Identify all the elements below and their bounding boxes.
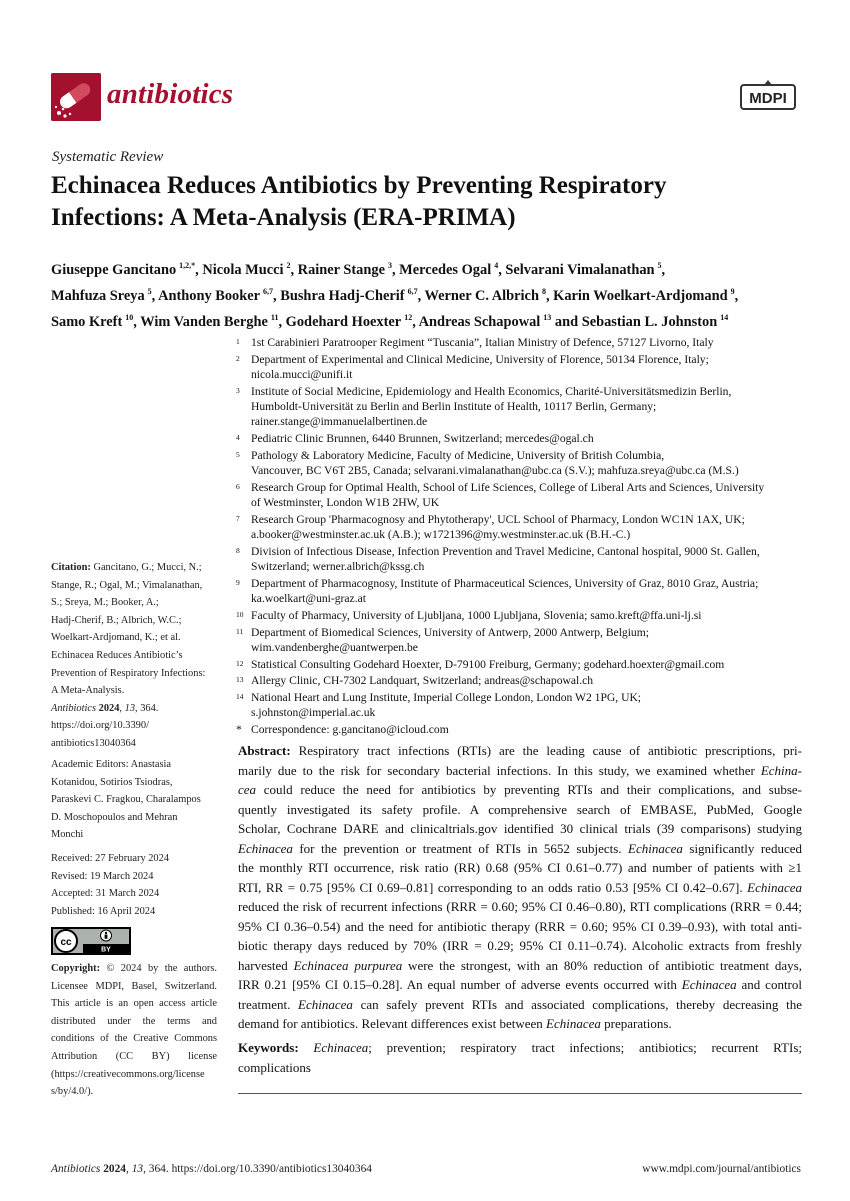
publication-dates xyxy=(51,850,217,920)
affiliation-text: Switzerland; werner.albrich@kssg.ch xyxy=(251,560,425,573)
author-affiliation-marker: 10 xyxy=(125,312,134,322)
editors-text: D. Moschopoulos and Mehran xyxy=(51,811,178,823)
author-line xyxy=(51,307,811,333)
title-line: Echinacea Reduces Antibiotics by Preventing Respiratory xyxy=(51,172,667,199)
affiliation-text: Pathology & Laboratory Medicine, Faculty of Medicine, University of British Columbia, xyxy=(251,448,665,462)
academic-editors xyxy=(51,756,217,844)
abstract-text: RTI, RR = 0.75 [95% CI 0.69–0.81] corresponding to an odds ratio 0.53 [95% CI 0.42–0.67]. Echinacea xyxy=(238,879,802,895)
author-name[interactable]: Karin Woelkart-Ardjomand xyxy=(553,287,728,304)
cc-by-icon xyxy=(51,927,131,955)
affiliation-number: 6 xyxy=(236,481,240,491)
author-separator: , xyxy=(273,287,281,304)
author-separator: , xyxy=(278,313,286,330)
affiliation-number: 2 xyxy=(236,353,240,363)
author-list xyxy=(51,255,811,332)
affiliation-item xyxy=(236,512,806,542)
citation-doi-link[interactable]: https://doi.org/10.3390/ xyxy=(51,720,149,732)
editors-text: Monchi xyxy=(51,829,84,841)
author-affiliation-marker: 11 xyxy=(270,312,279,322)
author-name[interactable]: Sebastian L. Johnston xyxy=(581,313,718,330)
abstract-line xyxy=(238,975,802,995)
affiliation-text: a.booker@westminster.ac.uk (A.B.); w1721396@my.westminster.ac.uk (B.H.-C.) xyxy=(251,528,631,541)
affiliation-text: Research Group 'Pharmacognosy and Phytotherapy', UCL School of Pharmacy, London WC1N 1AX, UK; xyxy=(251,512,745,526)
author-affiliation-marker: 1,2,* xyxy=(179,261,196,270)
author-affiliation-marker: 6,7 xyxy=(263,286,274,296)
abstract-text: biotic therapy days reduced by 70% (IRR = 0.29; 95% CI 0.11–0.74). Alcoholic extracts from freshly xyxy=(238,938,802,953)
abstract-text: IRR 0.21 [95% CI 0.15–0.28]. An equal number of adverse events occurred with Echinacea and control xyxy=(238,977,803,992)
affiliation-number: 12 xyxy=(236,658,244,668)
keywords-line xyxy=(238,1038,802,1058)
cc-label: cc xyxy=(60,937,72,948)
affiliation-text: s.johnston@imperial.ac.uk xyxy=(251,706,376,720)
abstract-line xyxy=(238,897,802,917)
affiliation-number: 11 xyxy=(236,626,244,636)
abstract-line xyxy=(238,858,802,878)
affiliation-text: Humboldt-Universität zu Berlin and Berlin Institute of Health, 10117 Berlin, Germany; xyxy=(251,400,657,413)
affiliation-item xyxy=(236,625,806,655)
abstract-text: Echinacea for the prevention or treatment of RTIs in 5652 subjects. Echinacea significantly reduced xyxy=(238,840,802,856)
citation-page: , 364. xyxy=(135,702,159,714)
abstract-line xyxy=(238,956,802,976)
footer-doi[interactable]: , 364. https://doi.org/10.3390/antibiotics13040364 xyxy=(143,1163,372,1175)
abstract-text: reduced the risk of recurrent infections (RRR = 0.60; 95% CI 0.46–0.80), RTI complications (RRR = 0.44; xyxy=(238,899,802,914)
author-affiliation-marker: 3 xyxy=(387,261,392,270)
author-name[interactable]: Nicola Mucci xyxy=(202,261,284,278)
abstract-text: harvested Echinacea purpurea were the strongest, with an 80% reduction of antibiotic treatment days, xyxy=(238,957,802,973)
abstract-text: quently investigated its safety profile. A comprehensive search of EMBASE, PubMed, Google xyxy=(238,801,802,817)
affiliation-item xyxy=(236,544,806,574)
affiliation-number: 14 xyxy=(236,692,244,702)
abstract-label: Abstract: xyxy=(238,743,291,758)
copyright-label: Copyright: xyxy=(51,963,101,974)
abstract-line xyxy=(238,761,802,781)
journal-logo xyxy=(51,73,101,121)
abstract-line xyxy=(238,995,802,1015)
date-revised: Revised: 19 March 2024 xyxy=(51,870,154,882)
citation-year: 2024 xyxy=(98,702,120,714)
author-affiliation-marker: 5 xyxy=(657,261,662,270)
citation-text: Hadj-Cherif, B.; Albrich, W.C.; xyxy=(51,614,182,626)
footer-journal-url[interactable]: www.mdpi.com/journal/antibiotics xyxy=(642,1163,801,1175)
affiliation-text: Department of Pharmacognosy, Institute of Pharmaceutical Sciences, University of Graz, 8010 Graz, Austria; xyxy=(251,576,759,590)
author-name[interactable]: Giuseppe Gancitano xyxy=(51,261,177,278)
affiliation-item xyxy=(236,384,806,430)
affiliation-number: * xyxy=(236,723,242,737)
citation-label: Citation: xyxy=(51,562,91,573)
affiliation-text: Correspondence: g.gancitano@icloud.com xyxy=(251,723,449,737)
author-affiliation-marker: 12 xyxy=(404,312,413,322)
journal-name: antibiotics xyxy=(107,78,234,110)
citation-text: Gancitano, G.; Mucci, N.; xyxy=(93,562,202,573)
keywords xyxy=(238,1038,802,1077)
affiliation-number: 5 xyxy=(236,449,240,459)
affiliation-number: 10 xyxy=(236,609,244,619)
affiliation-text: nicola.mucci@unifi.it xyxy=(251,368,353,381)
author-name[interactable]: Bushra Hadj-Cherif xyxy=(280,287,405,304)
affiliation-text: wim.vandenberghe@uantwerpen.be xyxy=(251,640,418,654)
citation-text: A Meta-Analysis. xyxy=(51,685,125,697)
affiliation-item xyxy=(236,657,806,672)
editors-text: Kotanidou, Sotirios Tsiodras, xyxy=(51,776,173,788)
affiliation-text: Pediatric Clinic Brunnen, 6440 Brunnen, Switzerland; mercedes@ogal.ch xyxy=(251,432,594,445)
affiliation-number: 7 xyxy=(236,513,240,523)
author-name[interactable]: Anthony Booker xyxy=(158,287,261,304)
affiliation-number: 13 xyxy=(236,675,244,685)
copyright-text: This article is an open access article xyxy=(51,998,217,1010)
author-separator: , xyxy=(412,313,419,330)
abstract-text: treatment. Echinacea can safely prevent RTIs and associated complications, thereby decreasing the xyxy=(238,996,803,1012)
affiliation-item xyxy=(236,352,806,382)
affiliation-item xyxy=(236,576,806,606)
affiliation-text: Vancouver, BC V6T 2B5, Canada; selvarani.vimalanathan@ubc.ca (S.V.); mahfuza.sreya@ubc.ca (M.S.) xyxy=(251,464,739,477)
title-line: Infections: A Meta-Analysis (ERA-PRIMA) xyxy=(51,204,516,231)
author-name[interactable]: Wim Vanden Berghe xyxy=(140,313,268,330)
author-name[interactable]: Samo Kreft xyxy=(51,313,123,330)
author-line xyxy=(51,255,811,281)
author-separator: , xyxy=(661,261,666,278)
affiliation-text: National Heart and Lung Institute, Imperial College London, London W2 1PG, UK; xyxy=(251,691,642,705)
abstract-line xyxy=(238,800,802,820)
license-link[interactable]: (https://creativecommons.org/license xyxy=(51,1068,205,1080)
date-received: Received: 27 February 2024 xyxy=(51,853,170,864)
affiliation-text: Division of Infectious Disease, Infection Prevention and Travel Medicine, Cantonal hospital, 9000 St. Gallen, xyxy=(251,544,760,558)
author-affiliation-marker: 4 xyxy=(494,261,499,270)
affiliation-text: Department of Biomedical Sciences, University of Antwerp, 2000 Antwerp, Belgium; xyxy=(251,625,649,639)
author-separator: , xyxy=(734,287,739,304)
abstract-text: marily due to the risk for secondary bacterial infections. In this study, we examined whether Echina- xyxy=(238,762,802,778)
by-label: BY xyxy=(101,946,111,954)
affiliation-number: 8 xyxy=(236,545,240,555)
author-name[interactable]: Godehard Hoexter xyxy=(285,313,402,330)
keywords-text: Echinacea; prevention; respiratory tract infections; antibiotics; recurrent RTIs; xyxy=(313,1040,802,1055)
author-name[interactable]: Mercedes Ogal xyxy=(399,261,492,278)
affiliation-item xyxy=(236,690,806,720)
editors-text: Academic Editors: Anastasia xyxy=(51,759,172,770)
affiliation-text: rainer.stange@immanuelalbertinen.de xyxy=(251,415,428,429)
mdpi-logo-icon xyxy=(739,79,797,111)
affiliation-item xyxy=(236,722,806,737)
affiliation-text: of Westminster, London W1B 2HW, UK xyxy=(251,496,440,509)
citation-block: Citation: Gancitano, G.; Mucci, N.; Stange, R.; Ogal, M.; Vimalanathan, S.; Sreya, M.; Booker, A.; Hadj-Cherif, B.; Albrich, W.C.; Woelkart-Ardjomand, K.; et al. Echinacea Reduces Antibiotic’s Prevention of Respiratory Infections: A Meta-Analysis. Antibiotics 2024, 13, 364. https://doi.org/10.3390/ antibiotics13040364 xyxy=(51,559,217,753)
author-affiliation-marker: 5 xyxy=(147,286,152,296)
abstract-line xyxy=(238,936,802,956)
author-separator: , xyxy=(545,287,554,304)
author-affiliation-marker: 2 xyxy=(286,261,291,270)
date-accepted: Accepted: 31 March 2024 xyxy=(51,888,160,900)
affiliation-item xyxy=(236,480,806,510)
copyright-text: Licensee MDPI, Basel, Switzerland. xyxy=(51,980,217,992)
abstract-line xyxy=(238,1014,802,1034)
author-affiliation-marker: 14 xyxy=(720,312,729,322)
citation-text: Stange, R.; Ogal, M.; Vimalanathan, xyxy=(51,579,203,591)
author-separator: , xyxy=(151,287,159,304)
abstract-text: 95% CI 0.36–0.54) and the need for antibiotic therapy (RRR = 0.60; 95% CI 0.39–0.93), with total anti- xyxy=(238,918,802,934)
affiliation-text: Statistical Consulting Godehard Hoexter, D-79100 Freiburg, Germany; godehard.hoexter@gmail.com xyxy=(251,657,725,671)
article-title xyxy=(51,170,771,234)
author-affiliation-marker: 8 xyxy=(541,286,546,296)
affiliation-number: 4 xyxy=(236,433,240,442)
abstract-text: cea could reduce the need for antibiotics by preventing RTIs and their complications, and subse- xyxy=(238,782,802,797)
footer-year: 2024 xyxy=(103,1163,126,1175)
author-name[interactable]: Andreas Schapowal xyxy=(418,313,541,330)
copyright-text: distributed under the terms and xyxy=(51,1015,217,1027)
affiliation-number: 1 xyxy=(236,337,240,346)
author-name[interactable]: Rainer Stange xyxy=(297,261,385,278)
abstract-line xyxy=(238,878,802,898)
affiliation-number: 9 xyxy=(236,577,240,587)
abstract-line xyxy=(238,839,802,859)
author-separator: , xyxy=(498,261,506,278)
affiliation-text: ka.woelkart@uni-graz.at xyxy=(251,592,366,605)
footer-journal: Antibiotics xyxy=(51,1163,101,1175)
citation-doi-link[interactable]: antibiotics13040364 xyxy=(51,737,136,749)
abstract xyxy=(238,741,802,1034)
copyright-text: conditions of the Creative Commons xyxy=(51,1033,217,1045)
affiliation-item xyxy=(236,431,806,446)
date-published: Published: 16 April 2024 xyxy=(51,905,156,917)
copyright-notice xyxy=(51,960,217,1101)
author-separator: , xyxy=(391,261,400,278)
affiliation-text: Faculty of Pharmacy, University of Ljubljana, 1000 Ljubljana, Slovenia; samo.kreft@ffa.uni-lj.si xyxy=(251,608,702,622)
affiliation-item xyxy=(236,673,806,688)
affiliation-item xyxy=(236,608,806,623)
citation-text: Woelkart-Ardjomand, K.; et al. xyxy=(51,632,181,644)
license-link[interactable]: s/by/4.0/). xyxy=(51,1086,94,1098)
author-separator: and xyxy=(551,313,582,330)
affiliation-item xyxy=(236,335,806,350)
author-affiliation-marker: 13 xyxy=(543,312,552,322)
affiliation-text: Department of Experimental and Clinical Medicine, University of Florence, 50134 Florence, Italy; xyxy=(251,352,709,366)
affiliation-text: Allergy Clinic, CH-7302 Landquart, Switzerland; andreas@schapowal.ch xyxy=(251,674,594,688)
article-type: Systematic Review xyxy=(52,149,164,165)
author-separator: , xyxy=(417,287,425,304)
publisher-logo xyxy=(739,79,797,111)
author-affiliation-marker: 6,7 xyxy=(407,286,418,296)
author-name[interactable]: Werner C. Albrich xyxy=(424,287,539,304)
keywords-line xyxy=(238,1058,802,1078)
affiliation-text: 1st Carabinieri Paratrooper Regiment “Tuscania”, Italian Ministry of Defence, 57127 Livorno, Italy xyxy=(251,336,714,349)
copyright-text: © 2024 by the authors. xyxy=(106,963,217,974)
copyright-text: Attribution (CC BY) license xyxy=(51,1050,217,1062)
keywords-label: Keywords: xyxy=(238,1040,299,1055)
pill-capsule-icon xyxy=(51,73,101,121)
abstract-text: the monthly RTI occurrence, risk ratio (RR) 0.68 (95% CI 0.61–0.77) and number of patients with ≥1 xyxy=(238,860,802,875)
affiliation-text: Research Group for Optimal Health, School of Life Sciences, College of Liberal Arts and Sciences, University xyxy=(251,480,765,494)
section-divider xyxy=(238,1093,802,1094)
author-line xyxy=(51,281,811,307)
author-name[interactable]: Selvarani Vimalanathan xyxy=(505,261,655,278)
citation-text: Echinacea Reduces Antibiotic’s xyxy=(51,649,183,661)
author-affiliation-marker: 9 xyxy=(730,286,735,296)
abstract-line xyxy=(238,741,802,761)
citation-text: S.; Sreya, M.; Booker, A.; xyxy=(51,597,159,609)
cc-by-license-badge[interactable] xyxy=(51,927,131,955)
author-separator: , xyxy=(290,261,298,278)
affiliation-item xyxy=(236,448,806,478)
affiliation-number: 3 xyxy=(236,385,240,395)
abstract-line xyxy=(238,819,802,839)
abstract-text: Respiratory tract infections (RTIs) are the leading cause of antibiotic prescriptions, pri- xyxy=(298,743,803,758)
abstract-line xyxy=(238,917,802,937)
citation-volume: 13 xyxy=(124,702,136,714)
footer-citation: Antibiotics 2024, 13, 364. https://doi.org/10.3390/antibiotics13040364 xyxy=(51,1163,372,1175)
author-separator: , xyxy=(195,261,203,278)
citation-text: Prevention of Respiratory Infections: xyxy=(51,667,206,679)
affiliation-text: Institute of Social Medicine, Epidemiology and Health Economics, Charité-Universitätsmedizin Berlin, xyxy=(251,384,732,398)
publisher-name: MDPI xyxy=(749,90,787,107)
footer-volume: 13 xyxy=(131,1163,144,1175)
author-name[interactable]: Mahfuza Sreya xyxy=(51,287,145,304)
citation-journal: Antibiotics xyxy=(51,702,97,714)
abstract-text: demand for antibiotics. Relevant differences exist between Echinacea preparations. xyxy=(238,1016,672,1031)
author-separator: , xyxy=(133,313,141,330)
editors-text: Paraskevi C. Fragkou, Charalampos xyxy=(51,794,201,806)
affiliations xyxy=(236,335,806,739)
abstract-text: Scholar, Cochrane DARE and clinicaltrials.gov identified 30 clinical trials (39 comparisons) studying xyxy=(238,821,802,836)
abstract-line xyxy=(238,780,802,800)
keywords-text: complications xyxy=(238,1059,311,1075)
